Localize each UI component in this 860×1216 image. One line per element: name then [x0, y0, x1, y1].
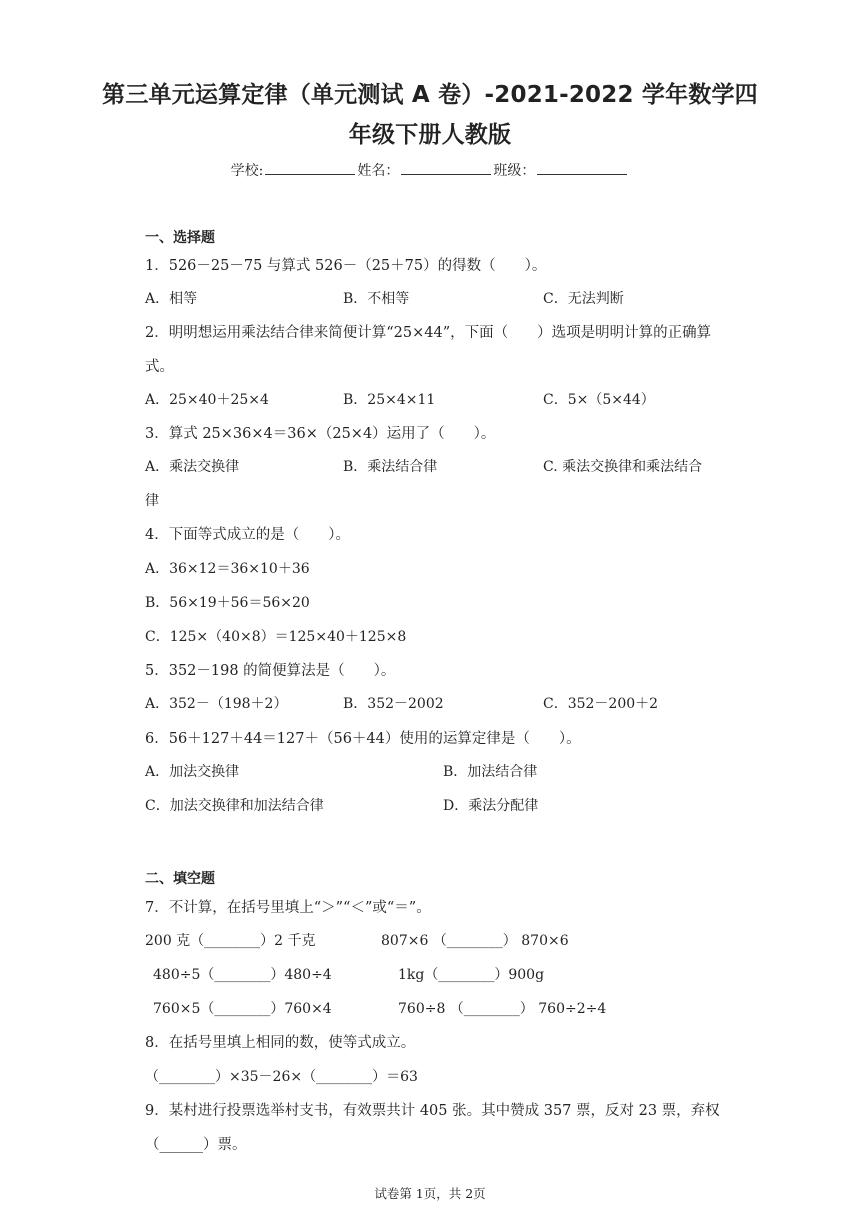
q5-option-a: A．352－（198＋2） — [145, 696, 288, 712]
student-info — [0, 160, 860, 180]
q1-option-a: A．相等 — [145, 291, 198, 307]
q3-option-b: B．乘法结合律 — [343, 459, 438, 475]
school-blank[interactable] — [265, 162, 355, 175]
section-heading-choice: 一、选择题 — [145, 230, 215, 246]
question-5: 5．352－198 的简便算法是（ ）。 — [145, 663, 396, 679]
class-label: 班级： — [493, 163, 536, 179]
q7-item-6: 760÷8 （________） 760÷2÷4 — [398, 1001, 607, 1017]
q8-equation: （________）×35－26×（________）＝63 — [145, 1069, 418, 1085]
q6-option-c: C．加法交换律和加法结合律 — [145, 798, 324, 814]
q5-option-c: C．352－200＋2 — [543, 696, 659, 712]
q3-option-a: A．乘法交换律 — [145, 459, 240, 475]
question-1: 1．526－25－75 与算式 526－（25＋75）的得数（ ）。 — [145, 258, 547, 274]
q2-option-a: A．25×40＋25×4 — [145, 392, 269, 408]
school-label: 学校: — [230, 163, 264, 179]
question-7: 7．不计算，在括号里填上“＞”“＜”或“＝”。 — [145, 900, 431, 916]
q1-option-c: C．无法判断 — [543, 291, 624, 307]
q7-item-3: 480÷5（________）480÷4 — [153, 967, 332, 983]
q7-item-4: 1kg（________）900g — [398, 967, 545, 983]
question-9-line2: （______）票。 — [145, 1137, 247, 1153]
question-2-line1: 2．明明想运用乘法结合律来简便计算“25×44”，下面（ ）选项是明明计算的正确算 — [145, 325, 712, 341]
q6-option-b: B．加法结合律 — [443, 764, 538, 780]
name-label: 姓名： — [357, 163, 400, 179]
question-2-line2: 式。 — [145, 359, 174, 375]
section-heading-fill: 二、填空题 — [145, 871, 215, 887]
q4-option-c: C．125×（40×8）＝125×40＋125×8 — [145, 629, 407, 645]
question-6: 6．56＋127＋44＝127＋（56＋44）使用的运算定律是（ ）。 — [145, 731, 581, 747]
page-footer: 试卷第 1页，共 2页 — [374, 1186, 486, 1201]
page-title-line2: 年级下册人教版 — [348, 122, 512, 148]
q7-item-2: 807×6 （________） 870×6 — [381, 933, 569, 949]
question-8: 8．在括号里填上相同的数，使等式成立。 — [145, 1035, 416, 1051]
q1-option-b: B．不相等 — [343, 291, 410, 307]
class-blank[interactable] — [537, 162, 627, 175]
q3-option-c: C. 乘法交换律和乘法结合 — [543, 459, 703, 475]
q3-option-c-wrap: 律 — [145, 493, 159, 509]
q6-option-a: A．加法交换律 — [145, 764, 240, 780]
q4-option-a: A．36×12＝36×10＋36 — [145, 561, 310, 577]
q2-option-b: B．25×4×11 — [343, 392, 436, 408]
question-4: 4．下面等式成立的是（ ）。 — [145, 527, 350, 543]
q6-option-d: D．乘法分配律 — [443, 798, 539, 814]
question-3: 3．算式 25×36×4＝36×（25×4）运用了（ ）。 — [145, 426, 496, 442]
question-9-line1: 9．某村进行投票选举村支书，有效票共计 405 张。其中赞成 357 票，反对 23 票，弃权 — [145, 1103, 720, 1119]
q7-item-1: 200 克（________）2 千克 — [145, 933, 316, 949]
name-blank[interactable] — [401, 162, 491, 175]
q2-option-c: C．5×（5×44） — [543, 392, 655, 408]
q5-option-b: B．352－2002 — [343, 696, 444, 712]
page-title-line1: 第三单元运算定律（单元测试 A 卷）-2021-2022 学年数学四 — [102, 82, 758, 108]
q4-option-b: B．56×19＋56＝56×20 — [145, 595, 310, 611]
q7-item-5: 760×5（________）760×4 — [153, 1001, 332, 1017]
